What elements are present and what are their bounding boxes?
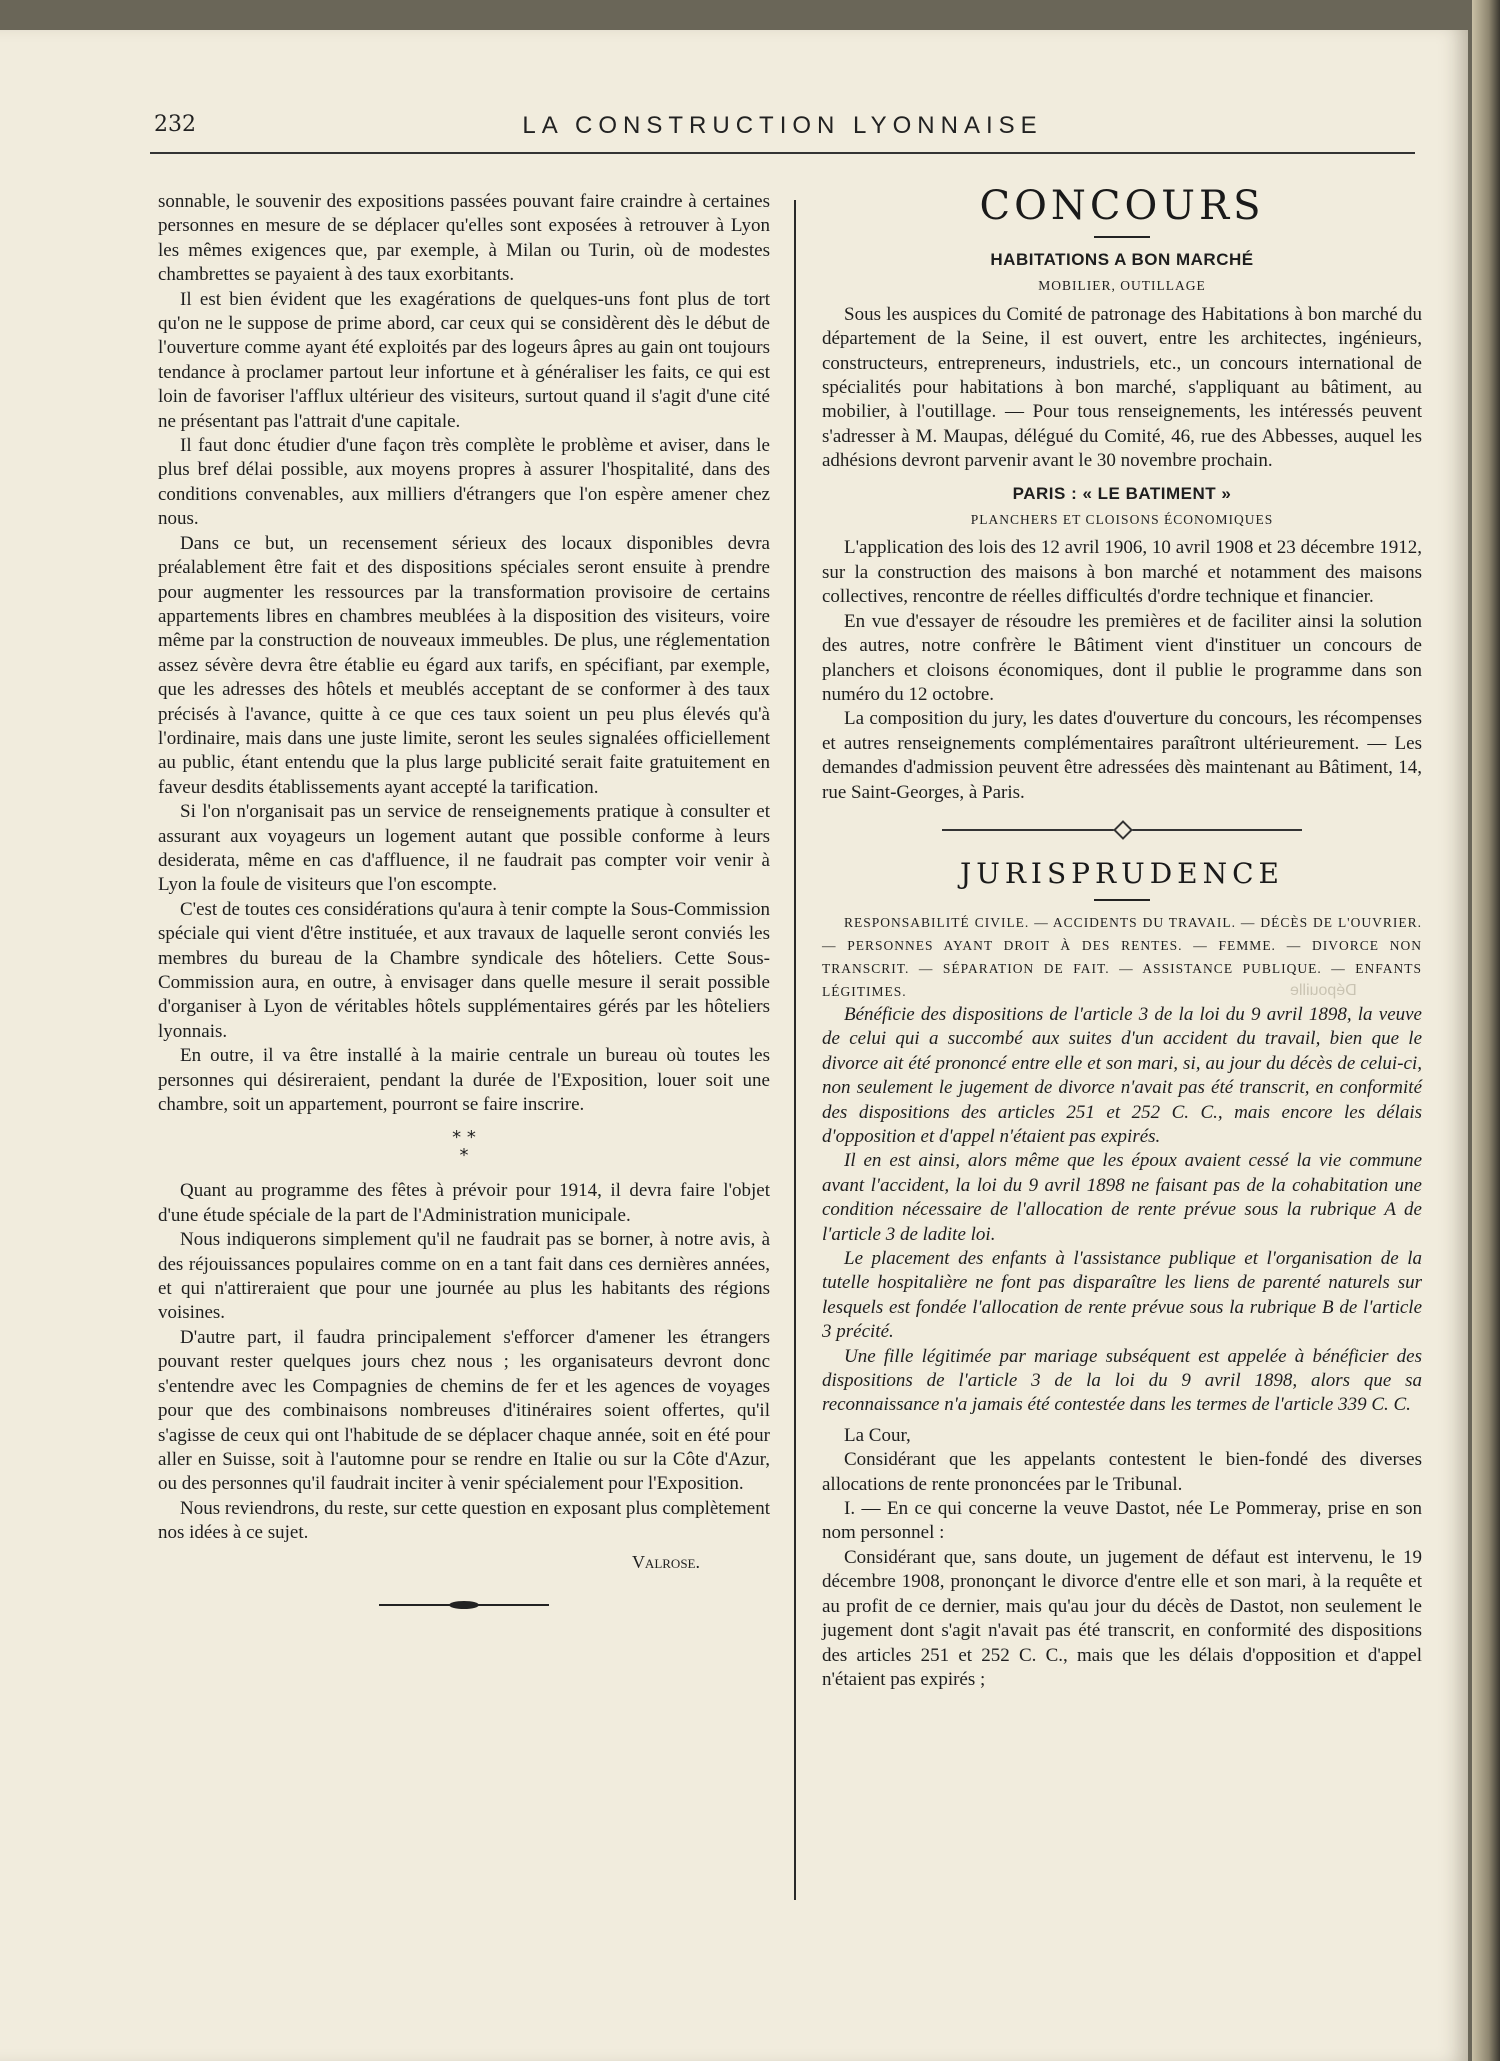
paragraph: Il faut donc étudier d'une façon très complète le problème et aviser, dans le plus bref délai possible, aux moyens propres à assurer l'hospitalité, dans des conditions convenables, aux milliers d'étrangers que l'on espère amener chez nous. <box>158 435 770 530</box>
end-ornament-rule <box>379 1604 549 1606</box>
paragraph: D'autre part, il faudra principalement s'efforcer d'amener les étrangers pouvant rester quelques jours chez nous ; les organisateurs devront donc s'entendre avec les Compagnies de chemins de fer et les agences de voyages pour que des combinaisons nombreuses d'itinéraires soient offertes, qu'il s'agisse de ceux qui ont l'habitude de se déplacer chaque année, soit en été pour aller en Suisse, soit à l'automne pour se rendre en Italie ou sur la Côte d'Azur, ou des personnes qu'il faudrait inciter à venir spécialement pour l'Exposition. <box>158 1326 770 1495</box>
author-signature: Valrose. <box>631 1551 700 1572</box>
paragraph: sonnable, le souvenir des expositions passées pouvant faire craindre à certaines personnes en mesure de se déplacer qu'elles sont exposées à retrouver à Lyon les mêmes exigences que, par exemple, à Milan ou Turin, où de modestes chambrettes se payaient à des taux exorbitants. <box>158 191 770 286</box>
paragraph: L'application des lois des 12 avril 1906, 10 avril 1908 et 23 décembre 1912, sur la construction des maisons à bon marché et notamment des maisons collectives, rencontre de réelles difficultés d'ordre technique et financier. <box>822 537 1422 608</box>
book-edge <box>1472 0 1500 2061</box>
running-title: LA CONSTRUCTION LYONNAISE <box>522 112 1043 139</box>
court-heading: La Cour, <box>844 1424 911 1446</box>
section-subheading: PLANCHERS ET CLOISONS ÉCONOMIQUES <box>970 512 1274 528</box>
paragraph: Sous les auspices du Comité de patronage des Habitations à bon marché du département de la Seine, il est ouvert, entre les architectes, ingénieurs, constructeurs, entrepreneurs, industriels, etc., un concours international de spécialités pour habitations à bon marché, s'appliquant au bâtiment, au mobilier, à l'outillage. — Pour tous renseignements, les intéressés peuvent s'adresser à M. Maupas, délégué du Comité, 46, rue des Abbesses, auquel les adhésions devront parvenir avant le 30 novembre prochain. <box>822 303 1422 472</box>
title-rule <box>1094 236 1150 238</box>
concours-title: CONCOURS <box>979 183 1265 229</box>
diamond-ornament-icon <box>1113 820 1133 840</box>
paragraph: Dans ce but, un recensement sérieux des locaux disponibles devra préalablement être fait et des dispositions spéciales seront ensuite à prendre pour augmenter les ressources par la transformation provisoire de certains appartements libres en chambres meublées à la disposition des visiteurs, voire même par la construction de nouveaux immeubles. De plus, une réglementation assez sévère devra être établie eu égard aux tarifs, en spécifiant, par exemple, que les adresses des hôtels et meublés acceptant de se conformer à des taux précisés à l'avance, quitte à ce que ces taux soient un peu plus élevés qu'à l'ordinaire, mais dans une juste limite, seront les seules signalées officiellement au public, étant entendu que la plus large publicité serait faite gratuitement en faveur desdits établissements ayant accepté la tarification. <box>158 532 770 798</box>
asterism-separator: * * * <box>452 1127 476 1167</box>
keywords: RESPONSABILITÉ CIVILE. — ACCIDENTS DU TRAVAIL. — DÉCÈS DE L'OUVRIER. — PERSONNES AYANT DROIT À DES RENTES. — FEMME. — DIVORCE NON TRANSCRIT. — SÉPARATION DE FAIT. — ASSISTANCE PUBLIQUE. — ENFANTS LÉGITIMES. <box>822 914 1422 999</box>
paragraph: Considérant que, sans doute, un jugement de défaut est intervenu, le 19 décembre 1908, prononçant le divorce d'entre elle et son mari, à la requête et au profit de ce dernier, mais qu'au jour du décès de Dastot, non seulement le jugement dont s'agit n'avait pas été transcrit, en conformité des dispositions des articles 251 et 252 C. C., mais que les délais d'opposition et d'appel n'étaient pas expirés ; <box>822 1546 1422 1690</box>
column-divider <box>794 200 796 1900</box>
paragraph: Nous indiquerons simplement qu'il ne faudrait pas se borner, à notre avis, à des réjouissances populaires comme on en a tant fait dans ces dernières années, et qui n'attireraient que pour une journée au plus les habitants des régions voisines. <box>158 1229 770 1324</box>
paragraph: Considérant que les appelants contestent le bien-fondé des diverses allocations de rente prononcées par le Tribunal. <box>822 1449 1422 1495</box>
paragraph: La composition du jury, les dates d'ouverture du concours, les récompenses et autres renseignements complémentaires paraîtront ultérieurement. — Les demandes d'admission peuvent être adressées dès maintenant au Bâtiment, 14, rue Saint-Georges, à Paris. <box>822 708 1422 803</box>
page-number: 232 <box>154 112 196 137</box>
section-divider <box>942 829 1302 831</box>
paragraph: Nous reviendrons, du reste, sur cette question en exposant plus complètement nos idées à ce sujet. <box>158 1497 770 1544</box>
section-heading: HABITATIONS A BON MARCHÉ <box>990 250 1254 269</box>
bleed-through-text: Dépouille <box>1290 982 1357 999</box>
title-rule <box>1094 899 1150 901</box>
section-heading: PARIS : « LE BATIMENT » <box>1012 483 1232 503</box>
paragraph: Si l'on n'organisait pas un service de renseignements pratique à consulter et assurant aux voyageurs un logement autant que possible conforme à leurs desiderata, même en cas d'affluence, il ne faudrait pas compter voir venir à Lyon la foule de visiteurs que l'on escompte. <box>158 801 770 896</box>
paragraph: C'est de toutes ces considérations qu'aura à tenir compte la Sous-Commission spéciale qui vient d'être instituée, et aux travaux de laquelle seront conviés les membres du bureau de la Chambre syndicale des hôteliers. Cette Sous-Commission aura, en outre, à envisager dans quelle mesure il serait possible d'organiser à Lyon de véritables hôtels supplémentaires gérés par les hôteliers lyonnais. <box>158 898 770 1042</box>
paragraph: En vue d'essayer de résoudre les premières et de faciliter ainsi la solution des autres, notre confrère le Bâtiment vient d'instituer un concours de planchers et cloisons économiques, dont il publie le programme dans son numéro du 12 octobre. <box>822 610 1422 705</box>
left-column <box>158 190 770 1606</box>
paragraph: I. — En ce qui concerne la veuve Dastot, née Le Pommeray, prise en son nom personnel : <box>822 1498 1422 1544</box>
jurisprudence-title: JURISPRUDENCE <box>960 856 1284 890</box>
case-summary: Il en est ainsi, alors même que les époux avaient cessé la vie commune avant l'accident, la loi du 9 avril 1898 ne faisant pas de la cohabitation une condition nécessaire de l'allocation de rente prévue sous la rubrique A de l'article 3 de ladite loi. <box>822 1150 1422 1245</box>
right-column <box>822 183 1422 1692</box>
paragraph: Il est bien évident que les exagérations de quelques-uns font plus de tort qu'on ne le suppose de prime abord, car ceux qui se considèrent dès le début de l'ouverture comme ayant été exploités par des logeurs âpres au gain ont toujours tendance à proclamer partout leur infortune et à généraliser les faits, ce qui est loin de favoriser l'afflux ultérieur des visiteurs, surtout quand il s'agit d'une cité ne présentant pas l'attrait d'une capitale. <box>158 288 770 432</box>
case-summary: Le placement des enfants à l'assistance publique et l'organisation de la tutelle hospitalière ne font pas disparaître les liens de parenté naturels sur lesquels est fondée l'allocation de rente prévue sous la rubrique B de l'article 3 précité. <box>822 1248 1422 1343</box>
page-header <box>150 112 1415 154</box>
paragraph: En outre, il va être installé à la mairie centrale un bureau où toutes les personnes qui désireraient, pendant la durée de l'Exposition, louer soit une chambre, soit un appartement, pourront se faire inscrire. <box>158 1045 770 1116</box>
section-subheading: MOBILIER, OUTILLAGE <box>1038 278 1206 294</box>
case-summary: Une fille légitimée par mariage subséquent est appelée à bénéficier des dispositions de l'article 3 de la loi du 9 avril 1898, alors que sa reconnaissance n'a jamais été contestée dans les termes de l'article 339 C. C. <box>822 1345 1422 1416</box>
paragraph: Quant au programme des fêtes à prévoir pour 1914, il devra faire l'objet d'une étude spéciale de la part de l'Administration municipale. <box>158 1180 770 1226</box>
case-summary: Bénéficie des dispositions de l'article 3 de la loi du 9 avril 1898, la veuve de celui qui a succombé aux suites d'un accident du travail, bien que le divorce ait été prononcé entre elle et son mari, si, au jour du décès de celui-ci, non seulement le jugement de divorce n'avait pas été transcrit, en conformité des dispositions des articles 251 et 252 C. C., mais encore les délais d'opposition et d'appel n'étaient pas expirés. <box>822 1003 1422 1147</box>
